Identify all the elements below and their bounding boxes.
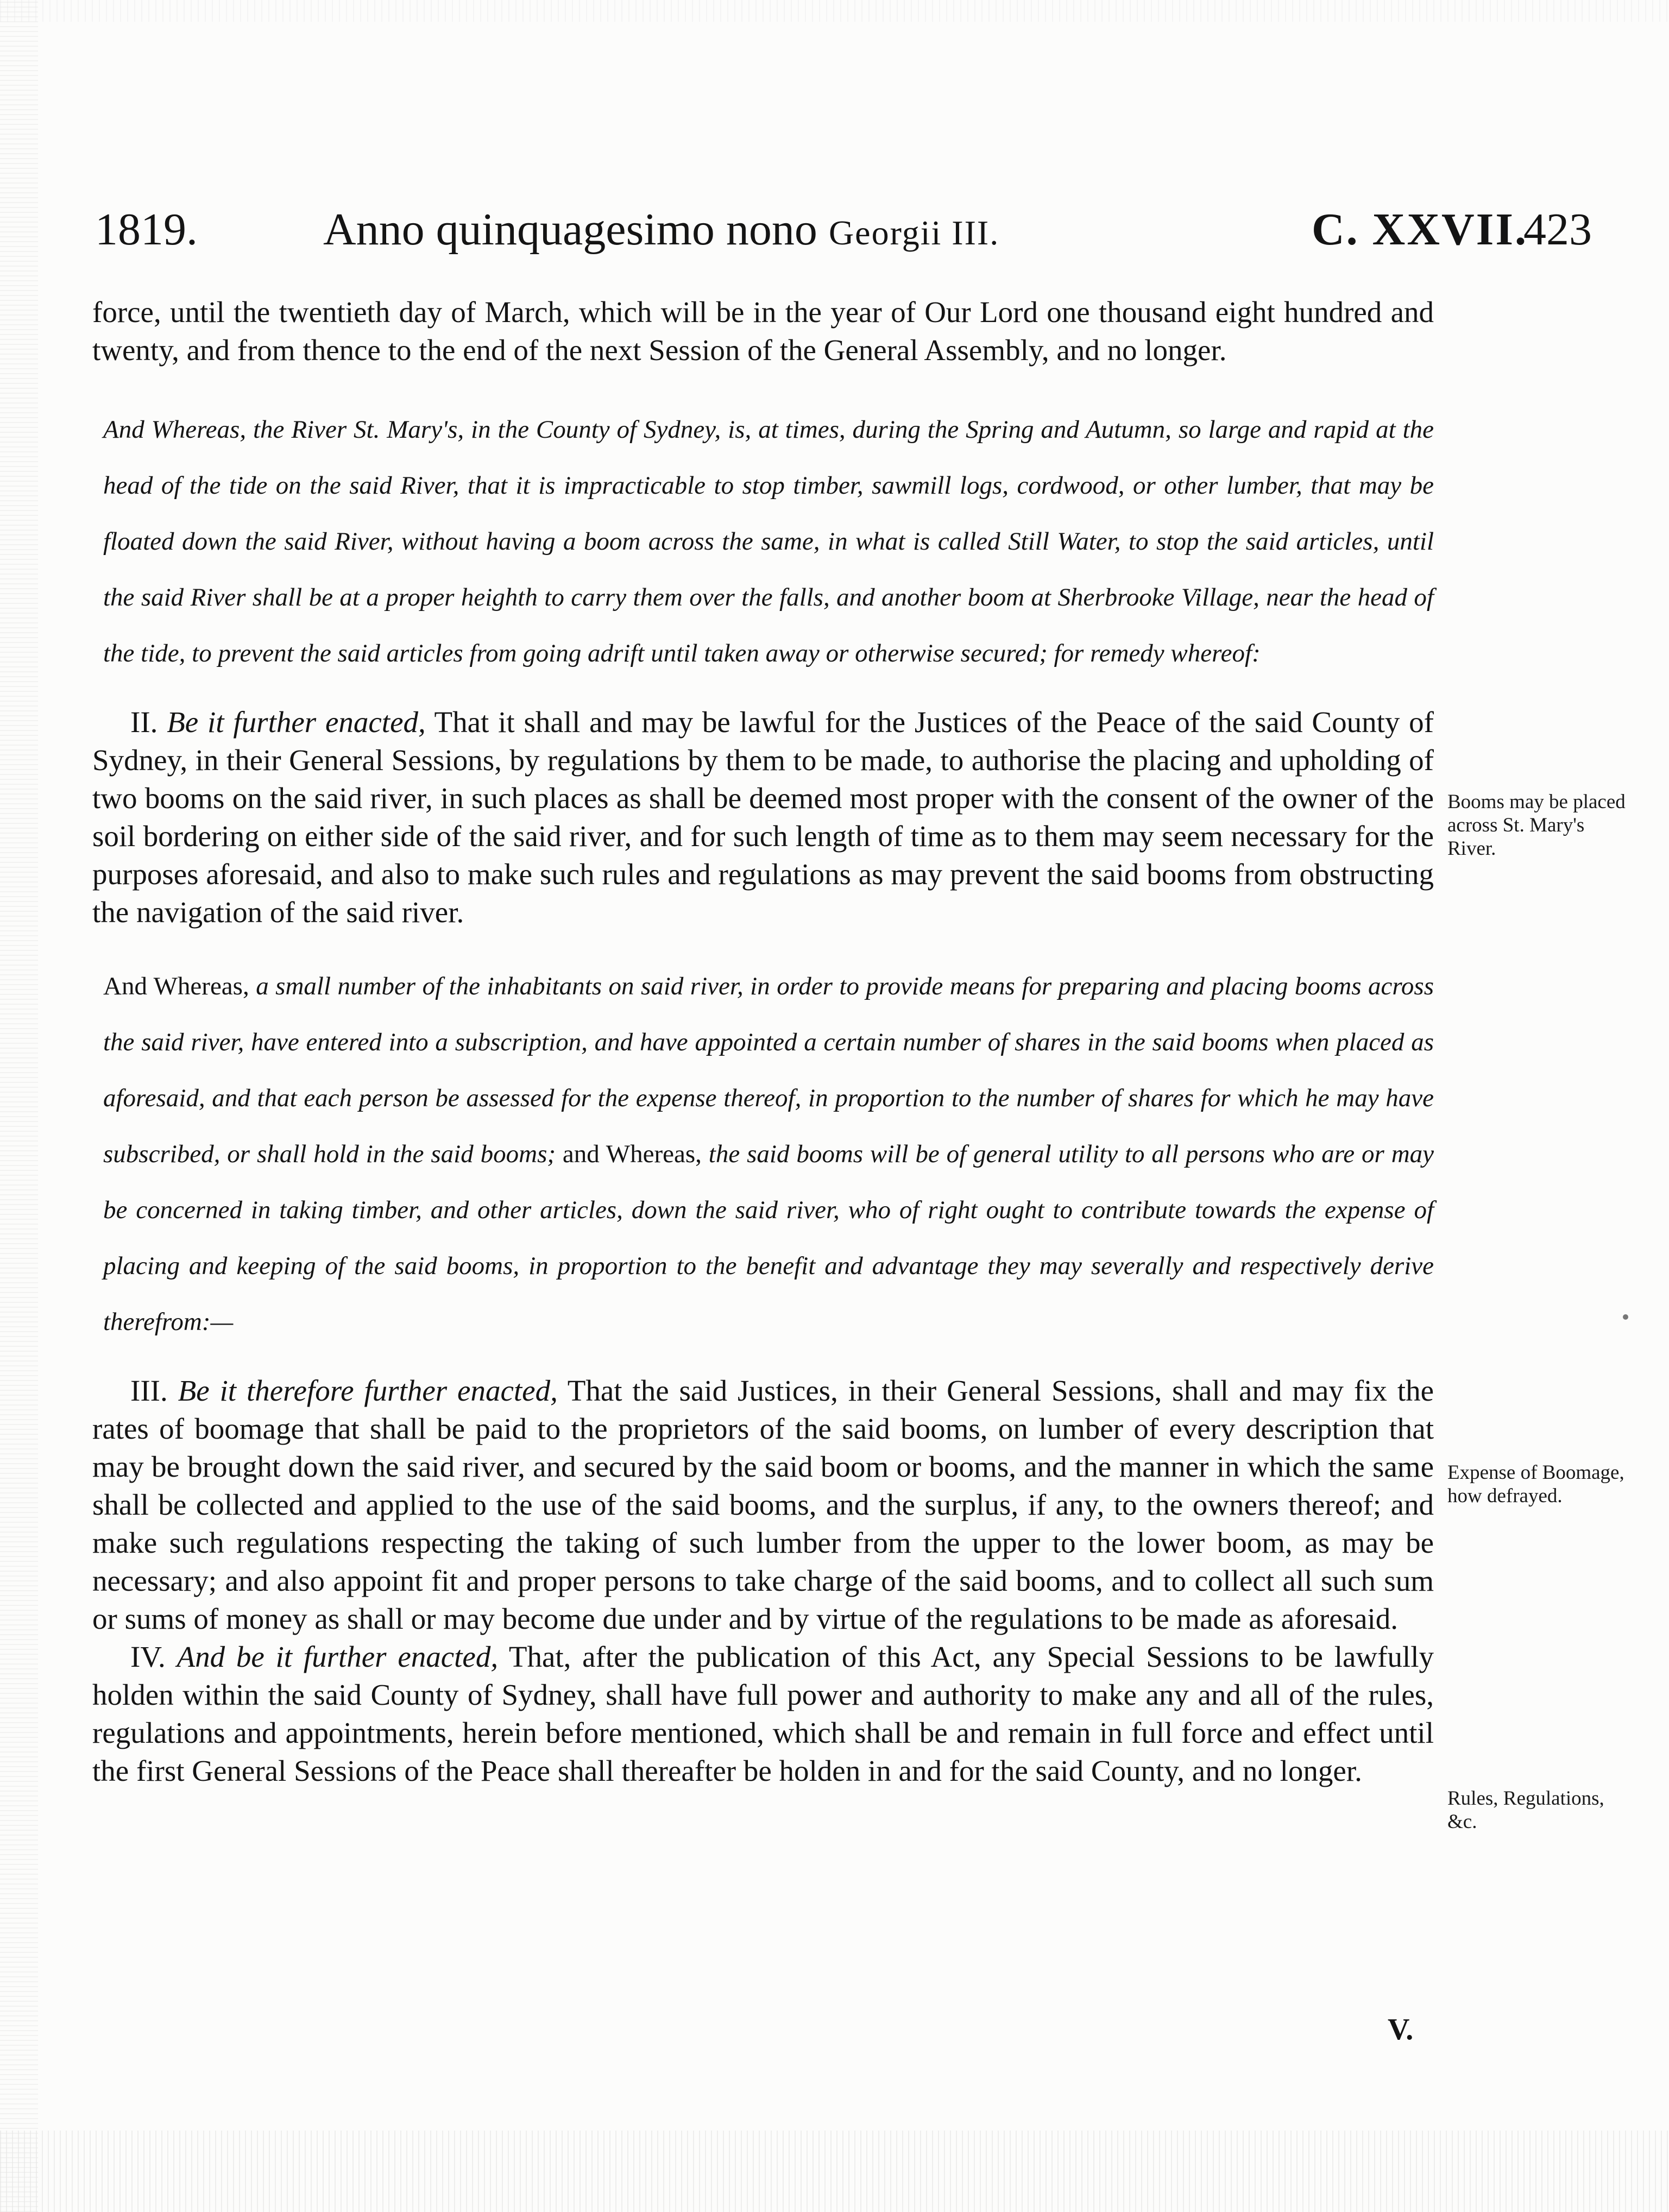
header-year: 1819. [95,204,198,255]
section-4-enact: And be it further enacted, [177,1640,499,1673]
catchword: V. [1388,2013,1414,2046]
header-title-main: Anno quinquagesimo nono [323,204,829,255]
section-3-text: That the said Justices, in their General Sessions, shall and may fix the rates of boomage that shall be paid to the proprietors of the said booms, on lumber of every description that may be brought down the said river, and secured by the said boom or booms, and the manner in which the same shall be collected and applied to the use of the said booms, and the surplus, if any, to the owners thereof; and make such regulations respecting the taking of such lumber from the upper to the lower boom, as may be necessary; and also appoint fit and proper persons to take charge of the said booms, and to collect all such sum or sums of money as shall or may become due under and by virtue of the regulations to be made as aforesaid. [92,1374,1434,1635]
section-3 [92,1372,1434,1638]
section-2 [92,703,1434,931]
scan-edge-bottom [0,2131,1669,2212]
preamble-2-lead: And Whereas, [103,972,249,1000]
section-4-text: That, after the publication of this Act, any Special Sessions to be lawfully holden within the said County of Sydney, shall have full power and authority to make any and all of the rules, regulations and appointments, herein before mentioned, which shall be and remain in full force and effect until the first General Sessions of the Peace shall thereafter be holden in and for the said County, and no longer. [92,1640,1434,1787]
marginal-note-expense: Expense of Boomage, how defrayed. [1447,1461,1624,1507]
continuation-paragraph: force, until the twentieth day of March, which will be in the year of Our Lord one thousand eight hundred and twenty, and from thence to the end of the next Session of the General Assembly, and no longer. [92,295,1434,367]
page-number: 423 [1523,204,1592,255]
section-2-number: II. [130,705,158,739]
preamble-2-b: the said booms will be of general utility to all persons who are or may be concerned in taking timber, and other articles, down the said river, who of right ought to contribute towards the expense of placing and keeping of the said booms, in proportion to the benefit and advantage they may severally and respectively derive therefrom:— [103,1140,1434,1336]
section-4 [92,1638,1434,1790]
scan-speck [1623,1314,1628,1320]
scan-edge-top [0,0,1669,22]
section-3-number: III. [130,1374,168,1407]
section-2-text: That it shall and may be lawful for the Justices of the Peace of the said County of Sydney, in their General Sessions, by regulations by them to be made, to authorise the placing and upholding of two booms on the said river, in such places as shall be deemed most proper with the consent of the owner of the soil bordering on either side of the said river, and for such length of time as to them may seem necessary for the purposes aforesaid, and also to make such rules and regulations as may prevent the said booms from obstructing the navigation of the said river. [92,705,1434,929]
preamble-2-a: a small number of the inhabitants on said river, in order to provide means for preparing and placing booms across the said river, have entered into a subscription, and have appointed a certain number of shares in the said booms when placed as aforesaid, and that each person be assessed for the expense thereof, in proportion to the number of shares for which he may have subscribed, or shall hold in the said booms; [103,972,1434,1168]
section-4-number: IV. [130,1640,166,1673]
scan-edge-left [0,0,38,2212]
preamble-paragraph-1: And Whereas, the River St. Mary's, in the County of Sydney, is, at times, during the Spring and Autumn, so large and rapid at the head of the tide on the said River, that it is impracticable to stop timber, sawmill logs, cordwood, or other lumber, that may be floated down the said River, without having a boom across the same, in what is called Still Water, to stop the said articles, until the said River shall be at a proper heighth to carry them over the falls, and another boom at Sherbrooke Village, near the head of the tide, to prevent the said articles from going adrift until taken away or otherwise secured; for remedy whereof: [103,415,1434,667]
marginal-note-rules: Rules, Regulations, &c. [1447,1787,1604,1833]
marginal-note-booms: Booms may be placed across St. Mary's River. [1447,791,1626,860]
preamble-2-and: and Whereas, [556,1140,702,1168]
act-body [92,293,1434,1790]
header-title-king: Georgii III. [828,213,1000,252]
preamble-paragraph-2 [92,959,1434,1350]
header-chapter: C. XXVII. [1312,204,1528,255]
header-title [323,200,999,263]
running-head [95,200,1599,260]
section-2-enact: Be it further enacted, [167,705,426,739]
section-3-enact: Be it therefore further enacted, [178,1374,558,1407]
